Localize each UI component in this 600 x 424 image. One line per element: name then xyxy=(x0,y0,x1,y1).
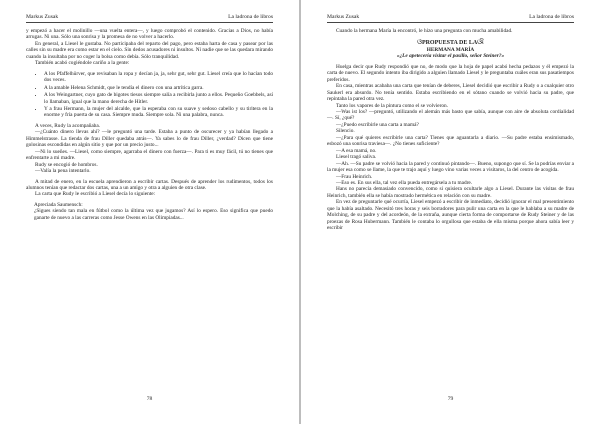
paragraph: Hans no parecía demasiado convencido, como si quisiera ocultarle algo a Liesel. Durante las visitas de frau Heinrich, también ella se había mostrado hermética en relación con su madre. xyxy=(327,186,574,199)
paragraph: Liesel tragó saliva. xyxy=(336,154,377,161)
paragraph: —¿Para qué quieres escribirle una carta? Tienes que aguantarla a diario. —Su padre estaba ensimismado, esbozó una sonrisa traviesa—. ¿No tienes suficiente? xyxy=(327,134,574,148)
people-list xyxy=(26,71,273,119)
paragraph: —Ni lo sueñes. —Liesel, como siempre, agarraba el dinero con fuerza—. Para ti es muy fácil, tú no tienes que enfrentarte a mi madre. xyxy=(26,148,273,162)
paragraph: —Valía la pena intentarlo. xyxy=(35,168,91,175)
paragraph: —Was ist los? —preguntó, utilizando el alemán más basto que sabía, aunque con aire de absoluta cordialidad—. Sí, ¿qué? xyxy=(327,108,574,122)
left-page xyxy=(0,0,299,424)
paragraph: Cuando la hermana María la encontró, le hizo una pregunta con mucha amabilidad. xyxy=(336,28,513,34)
list-item: • A los Pfaffelhürver, que revisaban la ropa y decían ja, ja, sehr gut, sehr gut. Liesel creía que lo hacían todo dos veces. xyxy=(44,71,273,84)
ornament-right-icon: ଔ xyxy=(477,38,484,47)
paragraph: Tanto los vapores de la pintura como el se volvieron. xyxy=(336,102,449,109)
paragraph: y empezó a hacer el molinillo —una vuelta entera—, y luego comprobó el contenido. Gracias a Dios, no había arrugas. Ni una. Sólo una sonrisa y la promesa de no volver a hacerlo. xyxy=(26,28,273,41)
page-number: 79 xyxy=(447,396,454,402)
section-title xyxy=(327,39,574,46)
paragraph: A mitad de enero, en la escuela aprendieron a escribir cartas. Después de aprender los rudimentos, todos los alumnos tenían que redactar dos cartas, una a un amigo y otra a alguien de otra clase. xyxy=(26,178,273,191)
paragraph: Silencio. xyxy=(336,128,355,135)
paragraph: —¿Cuánto dinero llevas ahí? —le preguntó una tarde. Estaba a punto de oscurecer y ya habían llegado a Himmelstrasse. La tienda de frau Diller quedaba atrás—. Ya sabes lo de frau Diller, ¿verdad? Dicen que tiene golosinas escondidas en algún sitio y que por un precio justo... xyxy=(26,129,273,149)
right-page-body xyxy=(327,28,574,232)
left-page-header xyxy=(26,14,273,23)
paragraph: También acabó cogiéndole cariño a la gente: xyxy=(35,60,130,67)
list-item: • A la amable Helena Schmidt, que le tendía el dinero con una artrítica garra. xyxy=(44,85,273,91)
paragraph: —Ah. —Su padre se volvió hacia la pared y continuó pintando—. Bueno, supongo que sí. Se la podrías enviar a la mujer esa como se llame, la que te trajo aquí y luego vino varias veces a visitaros, la del centro de acogida. xyxy=(327,160,574,174)
ornament-left-icon: ଓ xyxy=(417,38,422,47)
section-title-text: PROPUESTA DE LA xyxy=(421,40,478,47)
header-book-title: La ladrona de libros xyxy=(529,14,574,20)
letter-body: ¿Sigues siendo tan mala en fútbol como la última vez que jugamos? Así lo espero. Eso significa que puedo ganarte de nuevo a las carreras como Jesse Owens en las Olimpiadas... xyxy=(34,208,273,221)
section-subtitle: HERMANA MARÍA xyxy=(426,46,475,53)
paragraph: En casa, mientras acababa una carta que tenían de deberes, Liesel decidió que escribir a Rudy o a cualquier otro Saukerl era absurdo. No tenía sentido. Estaba escribiendo en el sótano cuando se volvió hacia su padre, que repintaba la pared otra vez. xyxy=(327,83,574,103)
paragraph: A veces, Rudy la acompañaba. xyxy=(35,122,101,129)
paragraph: La carta que Rudy le escribió a Liesel decía lo siguiente: xyxy=(35,191,156,198)
right-page xyxy=(301,0,600,424)
letter-salutation: Apreciada Saumensch: xyxy=(34,201,83,208)
right-page-header xyxy=(327,14,574,23)
paragraph: Rudy se encogió de hombros. xyxy=(35,161,98,168)
header-author: Markus Zusak xyxy=(327,14,360,20)
list-item: • Y a frau Hermann, la mujer del alcalde, que la esperaba con su suave y sedoso cabello y su tiritera en la enorme y fría puerta de su casa. Siempre muda. Siempre sola. Ni una palabra, nunca. xyxy=(44,106,273,119)
left-page-body xyxy=(26,28,273,221)
paragraph: —Frau Heinrich. xyxy=(336,173,373,180)
paragraph: —A esa mamá, no. xyxy=(336,147,377,154)
paragraph: —Eso es. En sus ella, tal vez ella pueda entregársela a tu madre. xyxy=(336,179,473,186)
paragraph: Huelga decir que Rudy respondió que no, de modo que la hoja de papel acabó hecha pedazos y él empezó la carta de nuevo. El segundo intento iba dirigido a alguien llamado Liesel y le preguntaba cuáles eran sus pasatiempos preferidos. xyxy=(327,63,574,83)
paragraph: En vez de preguntarle qué ocurría, Liesel empezó a escribir de inmediato, decidió ignorar el mal presentimiento que la había asaltado. Necesitó tres horas y seis borradores para pulir una carta en la que le hablaba a su madre de Molching, de su padre y del acordeón, de la extraña, aunque cierta forma de comportarse de Rudy Steiner y de las proezas de Rosa Hubermann. También le contaba lo orgullosa que estaba de ella misma porque ahora sabía leer y escribir xyxy=(327,199,574,232)
paragraph: —¿Puedo escribirle una carta a mamá? xyxy=(336,121,419,128)
header-book-title: La ladrona de libros xyxy=(228,14,273,20)
header-author: Markus Zusak xyxy=(26,14,59,20)
section-quote: «¿Le apetecería visitar el pasillo, señor Steiner?» xyxy=(396,53,505,60)
letter-quote xyxy=(34,202,273,221)
list-item: • A los Weingartner, cuyo gato de bigotes tiesos siempre salía a recibirla junto a ellos. Pequeño Goebbels, así lo llamaban, igual que la mano derecha de Hitler. xyxy=(44,92,273,105)
page-number: 78 xyxy=(146,396,153,402)
paragraph: En general, a Liesel le gustaba. No participaba del reparto del pago, pero estaba harta de casa y pasear por las calles sin su madre era como estar en el cielo. Sin dedos acusadores ni insultos. Ni nadie que se las quedara mirando cuando la insultaba por no coger la bolsa como debía. Sólo tranquilidad. xyxy=(26,40,273,60)
